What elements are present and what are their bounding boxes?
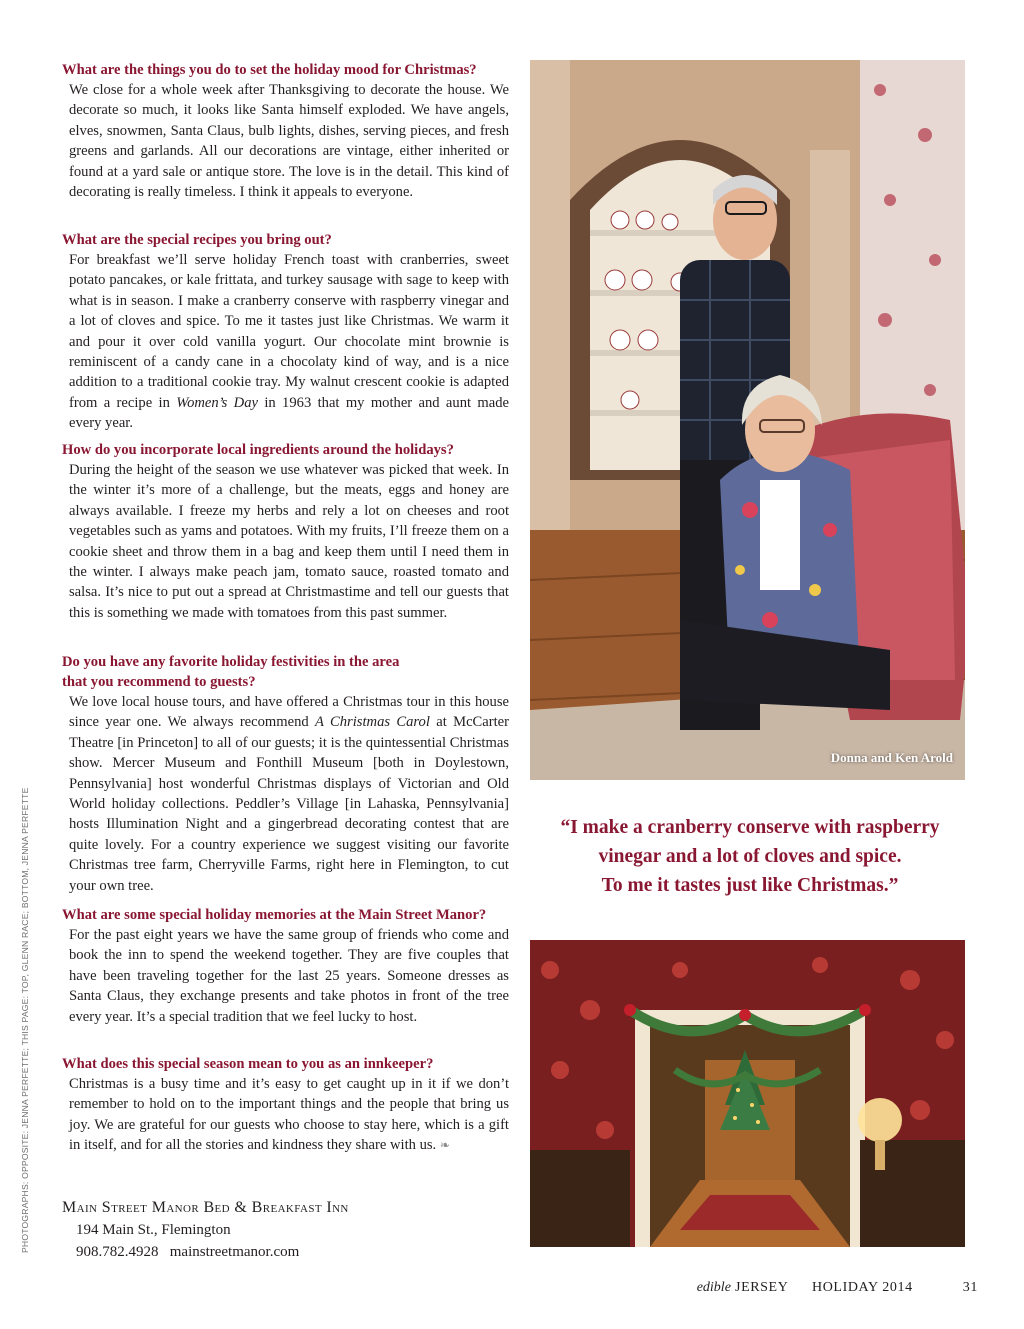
inn-contact	[62, 1197, 349, 1263]
question-special-recipes: What are the special recipes you bring out?	[62, 232, 332, 248]
end-mark-icon: ❧	[439, 1138, 450, 1153]
inn-interior-photo	[530, 940, 965, 1247]
inn-name: Main Street Manor Bed & Breakfast Inn	[62, 1199, 349, 1216]
page-footer	[683, 1280, 978, 1296]
pull-quote: “I make a cranberry conserve with raspberry vinegar and a lot of cloves and spice. To me it tastes just like Christmas.”	[560, 817, 940, 896]
inn-phone: 908.782.4928	[76, 1244, 159, 1260]
question-holiday-mood: What are the things you do to set the holiday mood for Christmas?	[62, 62, 477, 78]
question-holiday-memories: What are some special holiday memories at the Main Street Manor?	[62, 907, 487, 923]
page-number: 31	[962, 1280, 978, 1295]
inn-website: mainstreetmanor.com	[169, 1244, 300, 1260]
question-local-ingredients: How do you incorporate local ingredients around the holidays?	[62, 442, 454, 458]
photo-credit: PHOTOGRAPHS: OPPOSITE: JENNA PERFETTE; THIS PAGE: TOP, GLENN RACE; BOTTOM, JENNA PERFETTE	[20, 787, 30, 1253]
answer-holiday-festivities: We love local house tours, and have offered a Christmas tour in this house since year one. We always recommend A Christmas Carol at McCarter Theatre [in Princeton] to all of our guests; it is the quintessential Christmas show. Mercer Museum and Fonthill Museum [both in Doylestown, Pennsylvania] host wonderful Christmas displays of Victorian and Old World holiday collections. Peddler’s Village [in Lahaska, Pennsylvania] hosts Illumination Night and a gingerbread decorating contest that are quite lovely. For a country experience we suggest visiting our favorite Christmas tree farm, Cherryville Farms, right here in Flemington, to cut your own tree.	[69, 694, 510, 894]
inn-address: 194 Main St., Flemington	[76, 1222, 231, 1238]
answer-holiday-memories: For the past eight years we have the same group of friends who come and book the inn to spend the weekend together. They are five couples that have been traveling together for the last 25 years. Someone dresses as Santa Claus, they exchange presents and take photos in front of the tree every year. It’s a special tradition that we feel lucky to host.	[69, 927, 509, 1025]
show-title-italic: A Christmas Carol	[315, 714, 430, 731]
answer-holiday-mood: We close for a whole week after Thanksgiving to decorate the house. We decorate so much, it looks like Santa himself exploded. We have angels, elves, snowmen, Santa Claus, bulb lights, dishes, serving pieces, and fresh greens and garlands. All our decorations are vintage, either inherited or found at a yard sale or antique store. The love is in the detail. This kind of decorating is really timeless. I think it appeals to everyone.	[69, 82, 509, 201]
question-holiday-festivities: Do you have any favorite holiday festivities in the area that you recommend to guests?	[62, 654, 400, 690]
magazine-name: edible JERSEY	[696, 1280, 788, 1295]
answer-special-recipes: For breakfast we’ll serve holiday French toast with cranberries, sweet potato pancakes, or kale frittata, and turkey sausage with sage to keep with what is in season. I make a cranberry conserve with raspberry vinegar and a lot of cloves and spice. To me it tastes just like Christmas. We warm it and pour it over cold vanilla yogurt. Our chocolate mint brownie is reminiscent of a candy cane in a chocolaty kind of way, and is a nice addition to a traditional cookie tray. My walnut crescent cookie is adapted from a recipe in Women’s Day in 1963 that my mother and aunt made every year.	[69, 252, 510, 432]
magazine-title-italic: Women’s Day	[176, 394, 258, 411]
question-season-meaning: What does this special season mean to you as an innkeeper?	[62, 1056, 434, 1072]
issue-label: HOLIDAY 2014	[812, 1280, 913, 1295]
answer-local-ingredients: During the height of the season we use whatever was picked that week. In the winter it’s more of a challenge, but the meats, eggs and honey are always available. I freeze my herbs and rely a lot on cheeses and root vegetables such as yams and potatoes. With my fruits, I’ll freeze them on a cookie sheet and throw them in a bag and keep them until I need them in the winter. I always make peach jam, tomato sauce, roasted tomato and salsa. It’s nice to put out a spread at Christmastime and tell our guests that this is something we made with tomatoes from this past summer.	[69, 462, 509, 621]
answer-season-meaning: Christmas is a busy time and it’s easy to get caught up in it if we don’t remember to hold on to the important things and the people that bring us joy. We are grateful for our guests who choose to stay here, which is a gift in itself, and for all the stories and kindness they share with us. ❧	[69, 1076, 509, 1154]
photo-caption: Donna and Ken Arold	[830, 750, 953, 765]
innkeepers-photo	[530, 60, 965, 780]
